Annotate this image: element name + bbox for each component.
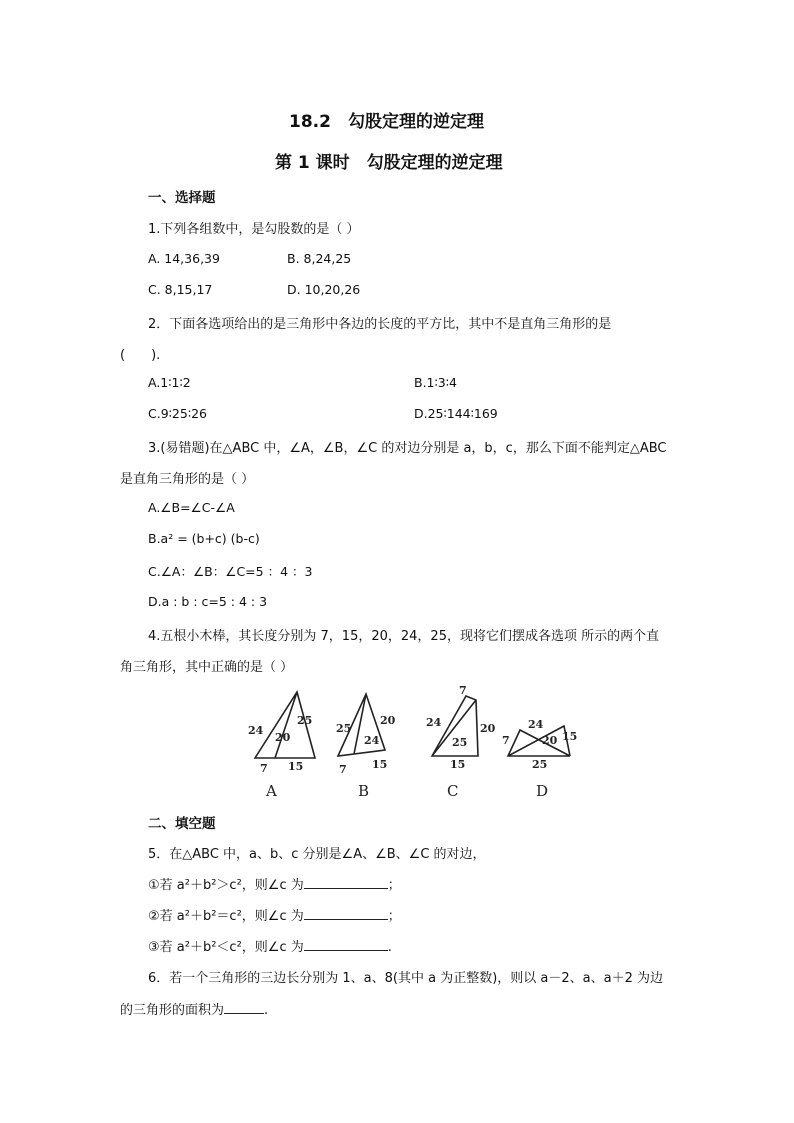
fig-c-num-7: 7 bbox=[459, 684, 467, 697]
fig-c-num-20: 20 bbox=[480, 722, 496, 735]
fig-b-num-7: 7 bbox=[339, 763, 347, 776]
q4-stem-cont: 角三角形，其中正确的是（ ） bbox=[120, 660, 294, 675]
q5-blank-2[interactable] bbox=[304, 907, 388, 920]
q5-blank-1[interactable] bbox=[304, 876, 388, 889]
q4-figure bbox=[240, 684, 580, 804]
q1-option-d: D. 10,20,26 bbox=[287, 282, 361, 297]
q3-option-d: D.a : b : c=5 : 4 : 3 bbox=[148, 594, 268, 609]
fig-label-d: D bbox=[536, 782, 549, 800]
q2-stem: 2．下面各选项给出的是三角形中各边的长度的平方比，其中不是直角三角形的是 bbox=[148, 317, 612, 332]
q5-blank-3[interactable] bbox=[304, 938, 388, 951]
fig-c-num-15: 15 bbox=[450, 758, 466, 771]
fig-b-num-15: 15 bbox=[372, 758, 388, 771]
q2-option-a: A.1∶1∶2 bbox=[148, 375, 191, 390]
page-title: 18.2 勾股定理的逆定理 bbox=[289, 112, 484, 132]
fig-b-num-20: 20 bbox=[380, 714, 396, 727]
fig-label-a: A bbox=[266, 782, 277, 800]
q5-line-1 bbox=[148, 874, 401, 893]
q5-line-1-text: ①若 a²＋b²＞c²，则∠c 为 bbox=[148, 878, 304, 893]
q3-option-b: B.a² = (b+c) (b-c) bbox=[148, 531, 260, 546]
q3-stem: 3.(易错题)在△ABC 中，∠A，∠B，∠C 的对边分别是 a，b，c，那么下面不能判定△ABC bbox=[148, 441, 667, 456]
fig-b-num-25: 25 bbox=[336, 722, 352, 735]
fig-c-num-25: 25 bbox=[452, 736, 468, 749]
q2-option-b: B.1∶3∶4 bbox=[414, 375, 457, 390]
fig-d-num-24: 24 bbox=[528, 718, 544, 731]
q2-stem-cont: ( ). bbox=[120, 348, 161, 363]
q6-stem: 6．若一个三角形的三边长分别为 1、a、8(其中 a 为正整数)，则以 a－2、a、a＋2 为边 bbox=[148, 971, 663, 986]
q5-line-2-text: ②若 a²＋b²＝c²，则∠c 为 bbox=[148, 909, 304, 924]
fig-label-b: B bbox=[358, 782, 370, 800]
q2-option-d: D.25∶144∶169 bbox=[414, 406, 498, 421]
q5-stem: 5．在△ABC 中，a、b、c 分别是∠A、∠B、∠C 的对边， bbox=[148, 847, 486, 862]
fig-d-num-15: 15 bbox=[562, 730, 578, 743]
fig-d-num-25: 25 bbox=[532, 758, 548, 771]
fig-a-num-15: 15 bbox=[288, 760, 304, 773]
q1-option-b: B. 8,24,25 bbox=[287, 251, 352, 266]
q5-line-1-end: ； bbox=[387, 878, 401, 893]
lesson-subtitle: 第 1 课时 勾股定理的逆定理 bbox=[275, 153, 503, 173]
q1-stem: 1.下列各组数中，是勾股数的是（ ） bbox=[148, 222, 360, 237]
fig-b-num-24: 24 bbox=[364, 734, 380, 747]
q4-stem: 4.五根小木棒，其长度分别为 7，15，20，24，25，现将它们摆成各选项 所示的两个直 bbox=[148, 629, 660, 644]
fig-a-num-25: 25 bbox=[297, 714, 313, 727]
q5-line-2-end: ； bbox=[387, 909, 401, 924]
fig-d-num-7: 7 bbox=[502, 734, 510, 747]
section-heading-choice: 一、选择题 bbox=[148, 190, 216, 206]
q6-line-2-text: 的三角形的面积为 bbox=[120, 1003, 225, 1018]
q6-blank[interactable] bbox=[224, 1001, 264, 1014]
q5-line-3-text: ③若 a²＋b²＜c²，则∠c 为 bbox=[148, 940, 304, 955]
q5-line-2 bbox=[148, 905, 401, 924]
fig-c-num-24: 24 bbox=[426, 716, 442, 729]
fig-d-num-20: 20 bbox=[542, 734, 558, 747]
q6-stem-cont bbox=[120, 999, 268, 1018]
q3-option-a: A.∠B=∠C-∠A bbox=[148, 500, 235, 515]
fig-label-c: C bbox=[447, 782, 459, 800]
q1-option-c: C. 8,15,17 bbox=[148, 282, 213, 297]
fig-a-num-7: 7 bbox=[260, 762, 268, 775]
fig-a-num-24: 24 bbox=[248, 724, 264, 737]
fig-a-num-20: 20 bbox=[275, 731, 291, 744]
q2-option-c: C.9∶25∶26 bbox=[148, 406, 207, 421]
q3-option-c: C.∠A：∠B：∠C=5 ：4 ：3 bbox=[148, 564, 313, 579]
q5-line-3 bbox=[148, 936, 392, 955]
q6-line-2-end: . bbox=[264, 1003, 269, 1018]
q5-line-3-end: . bbox=[387, 940, 392, 955]
q1-option-a: A. 14,36,39 bbox=[148, 251, 220, 266]
q3-stem-cont: 是直角三角形的是（ ） bbox=[120, 472, 255, 487]
section-heading-fill: 二、填空题 bbox=[148, 816, 216, 832]
